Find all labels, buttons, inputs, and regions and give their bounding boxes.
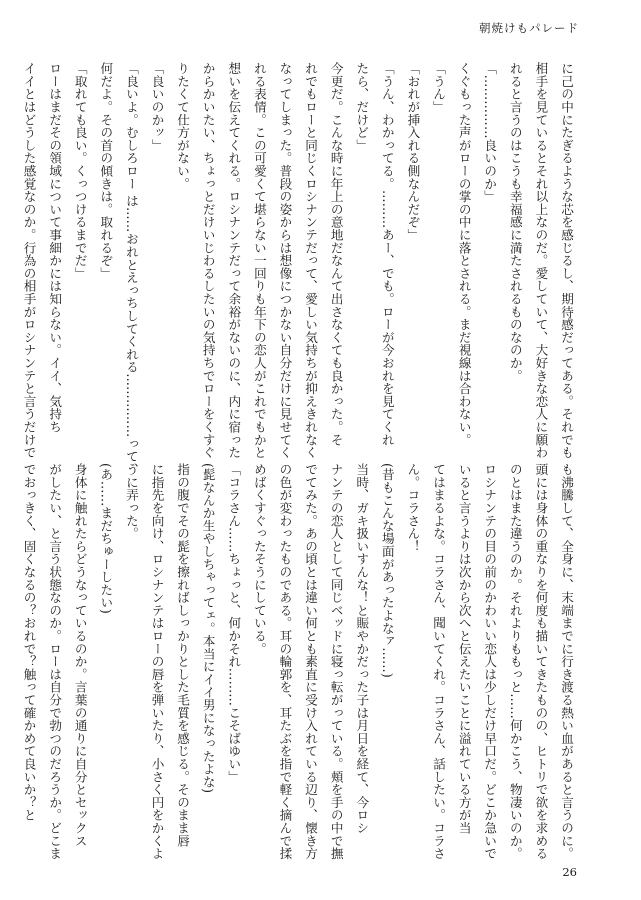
text-block-top <box>16 62 579 476</box>
text-line: 「取れても良い。くっつけるまでだ」 <box>72 62 88 280</box>
text-line: ん。コラさん！ <box>405 463 421 553</box>
text-line: 当時、ガキ扱いすんな！と賑やかだった子は月日を経て、今ロシ <box>354 463 370 835</box>
text-line: 「良いのかッ」 <box>149 62 165 152</box>
text-line: に己の中にたぎるような芯を感じるし、期待感だってある。それでも <box>559 62 574 459</box>
text-line: 頭には身体の重なりを何度も描いてきたものの、ヒトリで欲を求める <box>533 463 549 860</box>
text-line: れると言うのはこうも幸福感に満たされるものなのか。 <box>507 62 523 382</box>
text-line: いると言うよりは次から次へと伝えたいことに溢れている方が当 <box>456 463 472 835</box>
text-line: 何だよ。その首の傾きは。取れるぞ」 <box>98 62 114 280</box>
text-line: がしたい、と言う状態なのか。ローは自分で勃つのだろうか。どこま <box>47 463 63 860</box>
text-line: 「良いよ。むしろロー は……おれとえっちしてくれる……………って、 <box>123 62 139 476</box>
text-line: 「おれが挿入れる側なんだぞ」 <box>405 62 421 242</box>
text-line: のとはまた違うのか。それよりももっと……何かこう、物凄いのか。 <box>507 463 523 860</box>
text-line: でてみた。あの頃とは違い何とも素直に受け入れている辺り、懐き方 <box>303 463 319 860</box>
text-line: 身体に触れたらどうなっているのか。言葉の通りに自分とセックス <box>72 463 88 847</box>
text-line: 相手を見ているとそれ以上なのだ。愛していて、大好きな恋人に願わ <box>533 62 549 459</box>
text-line: 「コラさん……ちょっと、何かそれ………こそばゆい」 <box>226 463 242 783</box>
text-line: 「うん、わかってる。………あー、でも。ローが今おれを見てくれ <box>379 62 395 446</box>
text-line: ナンテの恋人として同じベッドに寝っ転がっている。頬を手の中で撫 <box>328 463 344 860</box>
text-line: の色が変わったものである。耳の輪郭を、耳たぶを指で軽く摘んで揉 <box>277 463 293 860</box>
text-line: てはまるよな。コラさん、聞いてくれ。コラさん、話したい。コラさ <box>431 463 447 860</box>
text-line: うに弄った。 <box>123 463 139 540</box>
text-line: も沸騰して、全身に、末端までに行き渡る熱い血があると言うのに。 <box>559 463 574 860</box>
text-line: ロシナンテの目の前のかわいい恋人は少しだけ早口だ。どこか急いで <box>482 463 498 860</box>
text-line: ローはまだその領域について事細かには知らない。イイ、気持ち <box>47 62 63 434</box>
text-line: めばくすぐったそうにしている。 <box>251 463 267 655</box>
text-line: イイとはどうした感覚なのか。行為の相手がロシナンテと言うだけで <box>21 62 37 459</box>
text-line: 指の腹でその髭を擦ればしっかりとした毛質を感じる。そのまま唇 <box>175 463 191 847</box>
text-line: なってしまった。普段の姿からは想像につかない自分だけに見せてく <box>277 62 293 459</box>
page-number: 26 <box>562 865 577 879</box>
text-line: 「……………良いのか」 <box>482 62 498 203</box>
text-line: くぐもった声がローの掌の中に落とされる。まだ視線は合わない。 <box>456 62 472 446</box>
text-line: れる表情。この可愛くて堪らない一回りも年下の恋人がこれでもかと <box>251 62 267 459</box>
text-line: (昔もこんな場面があったよなァ……) <box>379 463 395 679</box>
text-block-bottom <box>16 463 579 860</box>
text-line: 今更だ。こんな時に年上の意地だなんて出さなくても良かった。そ <box>328 62 344 446</box>
text-line: (あ……まだちゅーしたい) <box>98 463 114 615</box>
text-line: りたくて仕方がない。 <box>175 62 191 190</box>
text-line: に指先を向け、ロシナンテはローの唇を弾いたり、小さく円をかくよ <box>149 463 165 860</box>
text-line: れでもローと同じくロシナンテだって、愛しい気持ちが抑えきれなく <box>303 62 319 459</box>
text-line: (髭なんか生やしちゃってェ。本当にイイ男になったよな) <box>200 463 216 794</box>
text-line: 「うん」 <box>431 62 447 114</box>
text-line: でおっきく、固くなるの？おれで？触って確かめて良いか？と <box>21 463 37 822</box>
text-line: たら、だけど」 <box>354 62 370 152</box>
text-line: からかいたい、ちょっとだけいじわるしたいの気持ちでローをくすぐ <box>200 62 216 459</box>
text-line: 想いを伝えてくれる。ロシナンテだって余裕がないのに、内に宿った <box>226 62 242 459</box>
running-head-title: 朝焼けもパレード <box>479 21 579 35</box>
